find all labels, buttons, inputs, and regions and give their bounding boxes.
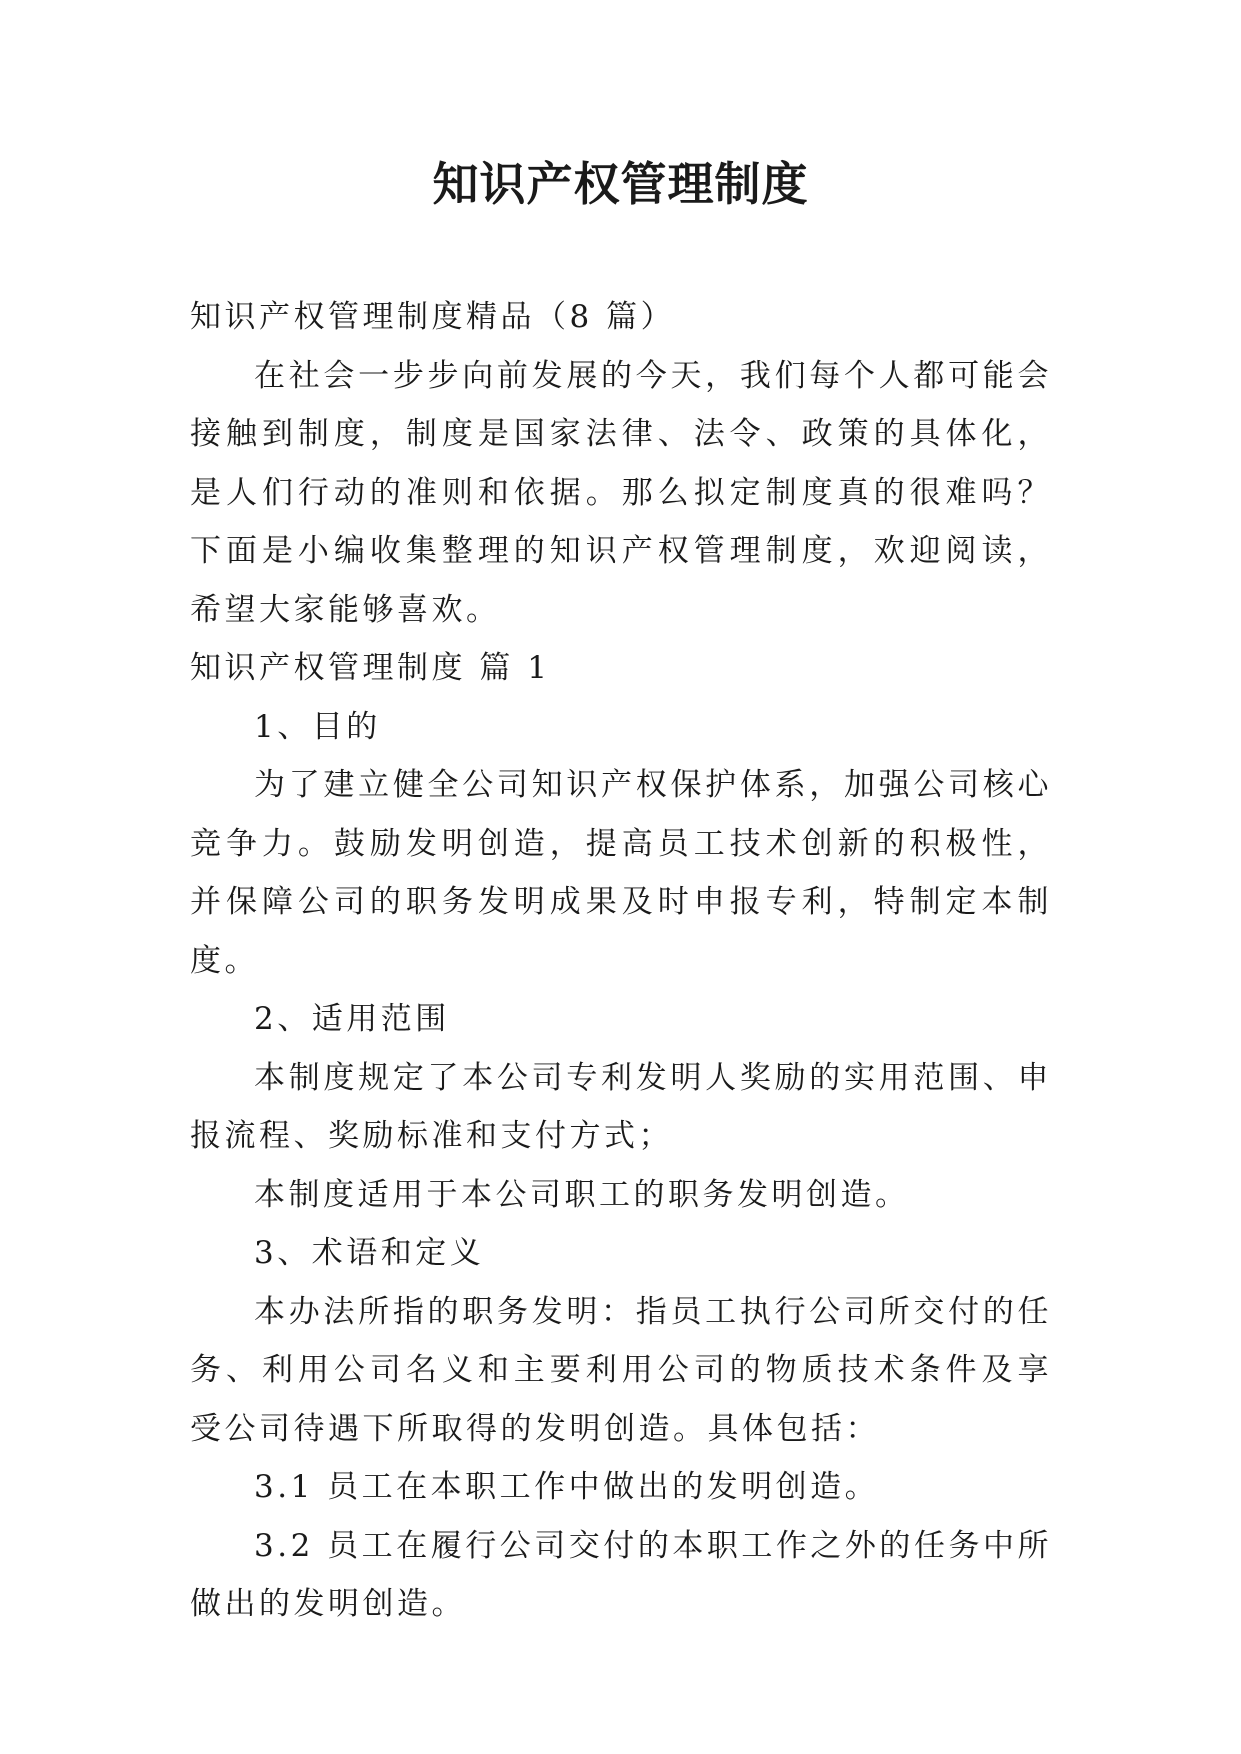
- document-body: [190, 288, 1052, 1634]
- paragraph: 3.1 员工在本职工作中做出的发明创造。: [254, 1469, 880, 1505]
- paragraph: 3、术语和定义: [254, 1235, 485, 1271]
- document-title: 知识产权管理制度: [432, 157, 809, 211]
- paragraph: 本办法所指的职务发明：指员工执行公司所交付的任务、利用公司名义和主要利用公司的物质技术条件及享受公司待遇下所取得的发明创造。具体包括：: [190, 1293, 1052, 1447]
- paragraph: 为了建立健全公司知识产权保护体系，加强公司核心竞争力。鼓励发明创造，提高员工技术创新的积极性，并保障公司的职务发明成果及时申报专利，特制定本制度。: [190, 767, 1052, 979]
- paragraph: 本制度适用于本公司职工的职务发明创造。: [254, 1176, 910, 1213]
- paragraph: 3.2 员工在履行公司交付的本职工作之外的任务中所做出的发明创造。: [190, 1527, 1052, 1622]
- paragraph: 本制度规定了本公司专利发明人奖励的实用范围、申报流程、奖励标准和支付方式；: [190, 1059, 1052, 1154]
- paragraph: 在社会一步步向前发展的今天，我们每个人都可能会接触到制度，制度是国家法律、法令、政策的具体化，是人们行动的准则和依据。那么拟定制度真的很难吗？下面是小编收集整理的知识产权管理制度，欢迎阅读，希望大家能够喜欢。: [190, 357, 1052, 628]
- paragraph: 知识产权管理制度精品（8 篇）: [190, 299, 676, 335]
- paragraph: 1、目的: [254, 708, 381, 745]
- paragraph: 2、适用范围: [254, 1001, 450, 1037]
- section-heading: 知识产权管理制度 篇 1: [190, 650, 551, 686]
